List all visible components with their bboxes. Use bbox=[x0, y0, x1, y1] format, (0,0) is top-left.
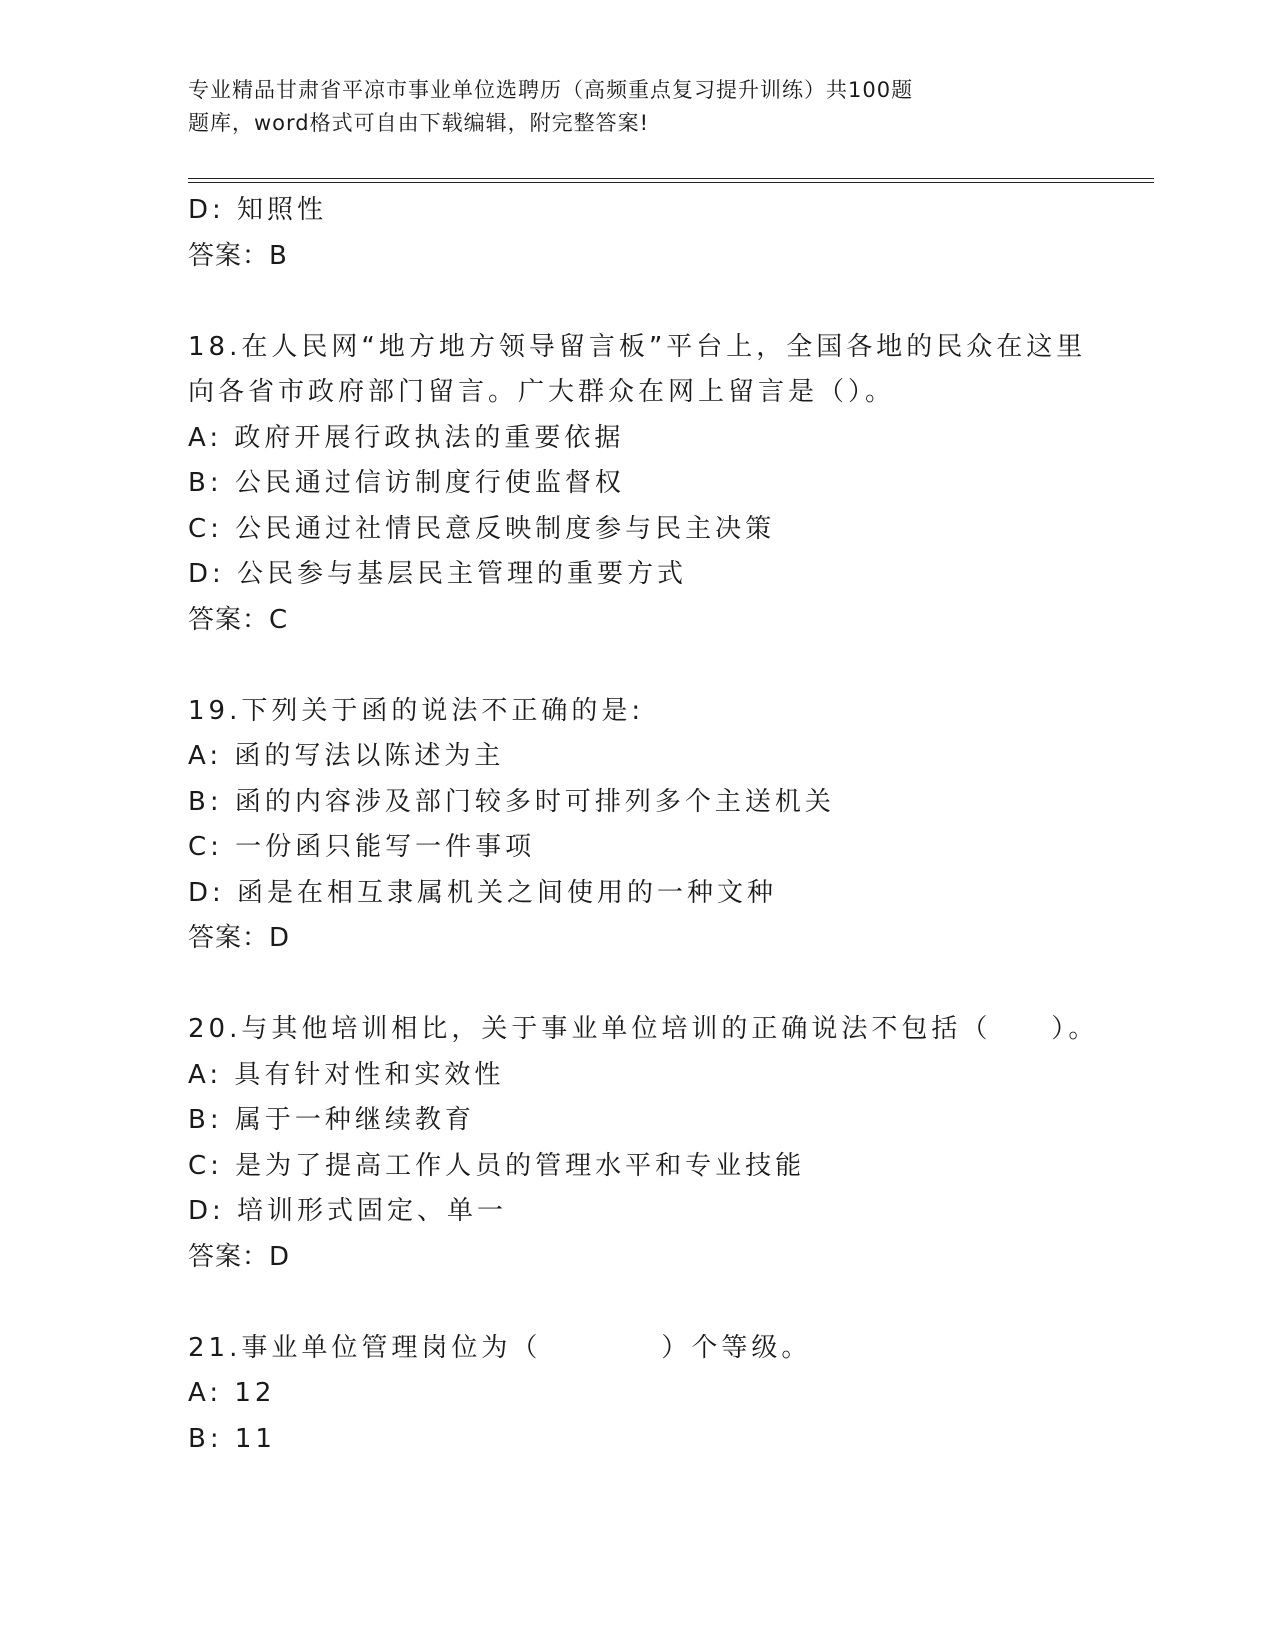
question-18 bbox=[188, 325, 1154, 644]
header-divider bbox=[188, 178, 1154, 183]
header-title-line2: 题库，word格式可自由下载编辑，附完整答案! bbox=[188, 111, 650, 135]
question-stem: 18.在人民网“地方地方领导留言板”平台上，全国各地的民众在这里 bbox=[188, 331, 1087, 362]
option-a: A: 函的写法以陈述为主 bbox=[188, 741, 505, 771]
spacer bbox=[188, 1280, 1154, 1326]
question-stem-continued: 向各省市政府部门留言。广大群众在网上留言是（）。 bbox=[188, 377, 896, 407]
answer-line: 答案：D bbox=[188, 923, 291, 953]
answer-line: 答案：C bbox=[188, 604, 289, 635]
spacer bbox=[188, 643, 1154, 689]
option-b: B: 函的内容涉及部门较多时可排列多个主送机关 bbox=[188, 786, 835, 817]
option-a: A: 12 bbox=[188, 1378, 276, 1408]
header-title-line1: 专业精品甘肃省平凉市事业单位选聘历（高频重点复习提升训练）共100题 bbox=[188, 78, 914, 102]
option-c: C: 公民通过社情民意反映制度参与民主决策 bbox=[188, 513, 776, 544]
option-d: D: 函是在相互隶属机关之间使用的一种文种 bbox=[188, 877, 778, 908]
option-b: B: 属于一种继续教育 bbox=[188, 1105, 475, 1135]
option-b: B: 公民通过信访制度行使监督权 bbox=[188, 468, 625, 498]
option-b: B: 11 bbox=[188, 1423, 276, 1454]
option-a: A: 政府开展行政执法的重要依据 bbox=[188, 422, 625, 453]
question-stem: 20.与其他培训相比，关于事业单位培训的正确说法不包括（ ）。 bbox=[188, 1014, 1099, 1044]
option-c: C: 是为了提高工作人员的管理水平和专业技能 bbox=[188, 1150, 806, 1181]
spacer bbox=[188, 962, 1154, 1008]
spacer bbox=[188, 279, 1154, 325]
option-d: D: 知照性 bbox=[188, 195, 328, 225]
option-c: C: 一份函只能写一件事项 bbox=[188, 832, 536, 862]
option-d: D: 公民参与基层民主管理的重要方式 bbox=[188, 559, 688, 589]
question-stem: 21.事业单位管理岗位为（ ）个等级。 bbox=[188, 1332, 812, 1363]
question-19 bbox=[188, 689, 1154, 962]
option-d: D: 培训形式固定、单一 bbox=[188, 1196, 508, 1226]
question-21 bbox=[188, 1326, 1154, 1463]
question-stem: 19.下列关于函的说法不正确的是: bbox=[188, 695, 645, 726]
question-20 bbox=[188, 1007, 1154, 1280]
answer-line: 答案：B bbox=[188, 240, 288, 271]
question-list bbox=[188, 188, 1154, 1462]
previous-question-tail bbox=[188, 188, 1154, 279]
answer-line: 答案：D bbox=[188, 1241, 291, 1272]
document-header bbox=[188, 74, 1068, 140]
option-a: A: 具有针对性和实效性 bbox=[188, 1059, 505, 1090]
